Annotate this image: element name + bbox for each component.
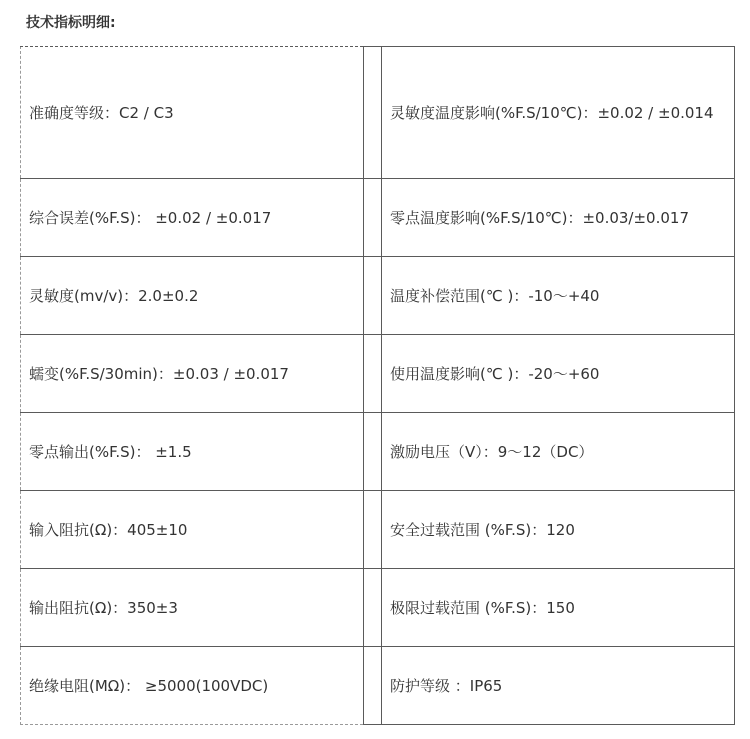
table-row <box>21 413 735 491</box>
table-row <box>21 47 735 179</box>
spec-cell-temp-compensation-range: 温度补偿范围(℃ )：-10～+40 <box>382 257 735 335</box>
column-divider <box>364 491 382 569</box>
spec-cell-zero-temp-effect: 零点温度影响(%F.S/10℃)：±0.03/±0.017 <box>382 179 735 257</box>
table-row <box>21 257 735 335</box>
spec-cell-protection-class: 防护等级 ：IP65 <box>382 647 735 725</box>
column-divider <box>364 179 382 257</box>
column-divider <box>364 647 382 725</box>
spec-cell-safe-overload: 安全过载范围 (%F.S)：120 <box>382 491 735 569</box>
spec-cell-input-impedance: 输入阻抗(Ω)：405±10 <box>21 491 364 569</box>
spec-cell-sensitivity-temp-effect: 灵敏度温度影响(%F.S/10℃)：±0.02 / ±0.014 <box>382 47 735 179</box>
column-divider <box>364 335 382 413</box>
spec-cell-zero-output: 零点输出(%F.S)： ±1.5 <box>21 413 364 491</box>
spec-cell-operating-temp-effect: 使用温度影响(℃ )：-20～+60 <box>382 335 735 413</box>
spec-cell-creep: 蠕变(%F.S/30min)：±0.03 / ±0.017 <box>21 335 364 413</box>
column-divider <box>364 47 382 179</box>
table-row <box>21 569 735 647</box>
spec-cell-excitation-voltage: 激励电压（V）：9～12（DC） <box>382 413 735 491</box>
table-row <box>21 335 735 413</box>
spec-cell-combined-error: 综合误差(%F.S)： ±0.02 / ±0.017 <box>21 179 364 257</box>
table-row <box>21 491 735 569</box>
spec-table <box>20 46 735 725</box>
table-row <box>21 179 735 257</box>
column-divider <box>364 569 382 647</box>
column-divider <box>364 413 382 491</box>
column-divider <box>364 257 382 335</box>
section-heading: 技术指标明细: <box>26 15 116 31</box>
spec-cell-sensitivity: 灵敏度(mv/v)：2.0±0.2 <box>21 257 364 335</box>
spec-cell-ultimate-overload: 极限过载范围 (%F.S)：150 <box>382 569 735 647</box>
spec-cell-insulation-resistance: 绝缘电阻(MΩ)： ≥5000(100VDC) <box>21 647 364 725</box>
spec-cell-output-impedance: 输出阻抗(Ω)：350±3 <box>21 569 364 647</box>
spec-cell-accuracy: 准确度等级：C2 / C3 <box>21 47 364 179</box>
table-row <box>21 647 735 725</box>
